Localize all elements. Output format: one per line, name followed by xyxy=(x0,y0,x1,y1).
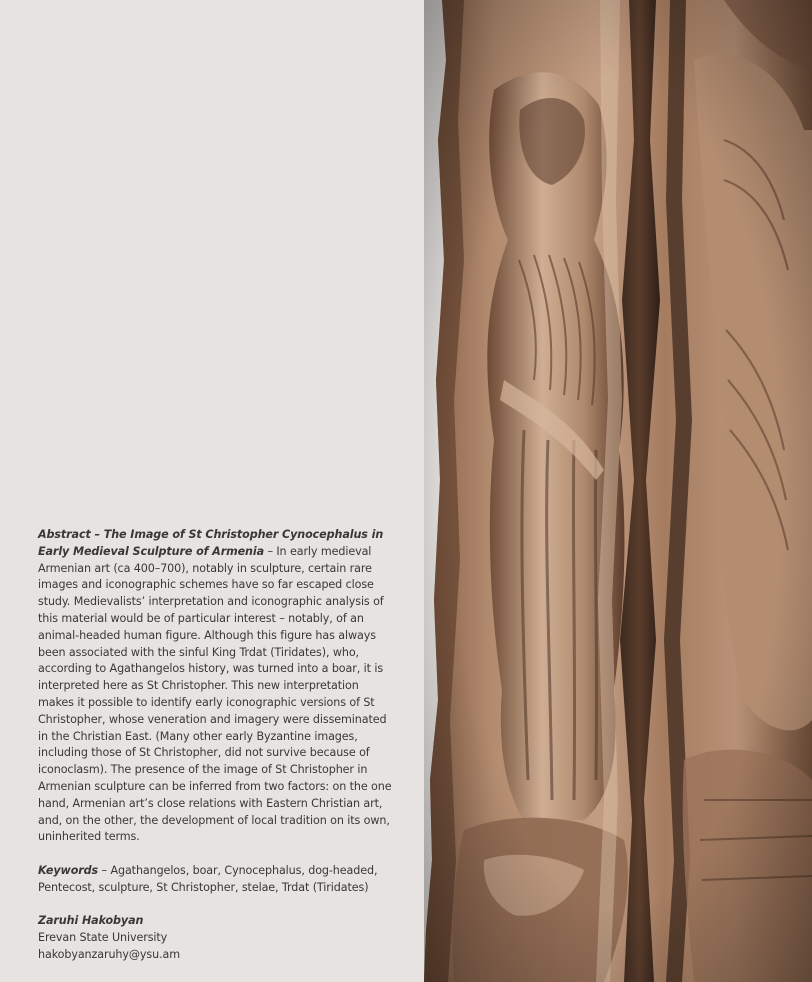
keywords-paragraph xyxy=(38,863,398,897)
keywords-label: Keywords xyxy=(38,863,99,877)
abstract-paragraph xyxy=(38,527,398,846)
stone-relief-photo xyxy=(424,0,812,982)
abstract-text: In early medieval Armenian art (ca 400–700), notably in sculpture, certain rare images and iconographic schemes have so far escaped close study. Medievalists’ interpretation and iconographic analysis of this material would be of particular interest – notably, of an animal-headed human figure. Although this figure has always been associated with the sinful King Trdat (Tiridates), who, according to Agathangelos history, was turned into a boar, it is interpreted here as St Christopher. This new interpretation makes it possible to identify early iconographic versions of St Christopher, whose veneration and imagery were disseminated in the Christian East. (Many other early Byzantine images, including those of St Christopher, did not survive because of iconoclasm). The presence of the image of St Christopher in Armenian sculpture can be inferred from two factors: on the one hand, Armenian art’s close relations with Eastern Christian art, and, on the other, the development of local tradition on its own, uninherited terms. xyxy=(38,544,392,844)
keywords-separator: – xyxy=(98,863,111,877)
author-name: Zaruhi Hakobyan xyxy=(38,914,144,928)
author-email: hakobyanzaruhy@ysu.am xyxy=(38,947,180,961)
author-affiliation: Erevan State University xyxy=(38,931,168,945)
abstract-separator: – xyxy=(264,544,277,558)
keywords-text: Agathangelos, boar, Cynocephalus, dog-headed, Pentecost, sculpture, St Christopher, stelae, Trdat (Tiridates) xyxy=(38,863,378,894)
abstract-label: Abstract – The Image of St Christopher Cynocephalus in Early Medieval Sculpture of Armenia xyxy=(38,528,384,558)
article-front-matter xyxy=(38,527,398,964)
author-block xyxy=(38,913,398,963)
